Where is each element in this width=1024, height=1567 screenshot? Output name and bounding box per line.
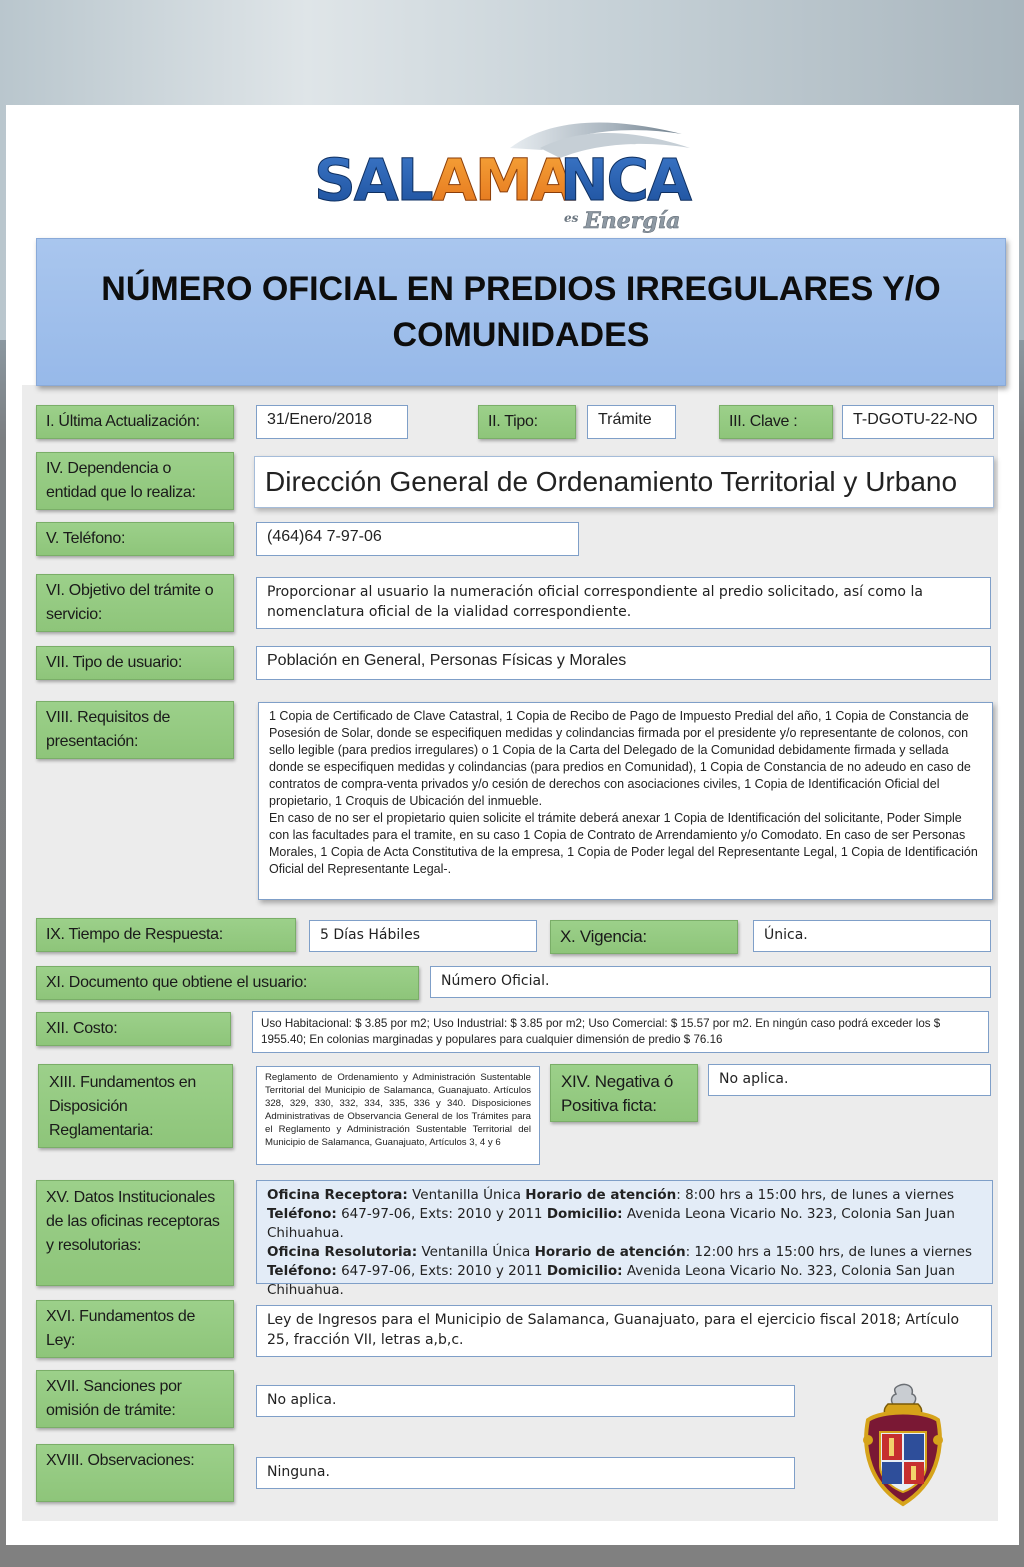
horario2-value: : 12:00 hrs a 15:00 hrs, de lunes a viernes [685, 1244, 973, 1260]
value-sanciones: No aplica. [256, 1385, 795, 1417]
horario2-key: Horario de atención [534, 1244, 686, 1260]
horario1-key: Horario de atención [525, 1187, 677, 1203]
value-fundamentos-ley: Ley de Ingresos para el Municipio de Salamanca, Guanajuato, para el ejercicio fiscal 2018; Artículo 25, fracción VII, letras a,b,c. [256, 1305, 992, 1357]
value-fundamentos-reglamentaria: Reglamento de Ordenamiento y Administración Sustentable Territorial del Municipio de Salamanca, Guanajuato. Artículos 328, 329, 330, 332, 334, 335, 336 y 340. Disposiciones Administrativas de Observancia General de los Trámites para el Reglamento y Administración Sustentable Territorial del Municipio de Salamanca, Guanajuato, Artículos 3, 4 y 6 [256, 1066, 540, 1165]
label-tipo-usuario: VII. Tipo de usuario: [36, 646, 234, 680]
page-title: NÚMERO OFICIAL EN PREDIOS IRREGULARES Y/O COMUNIDADES [101, 270, 941, 354]
domicilio2-value: Avenida Leona Vicario No. 323, Colonia San Juan Chihuahua. [267, 1263, 955, 1298]
value-ultima-actualizacion: 31/Enero/2018 [256, 405, 408, 439]
label-ultima-actualizacion: I. Última Actualización: [36, 405, 234, 439]
label-documento: XI. Documento que obtiene el usuario: [36, 966, 419, 1000]
label-sanciones: XVII. Sanciones por omisión de trámite: [36, 1370, 234, 1428]
value-dependencia: Dirección General de Ordenamiento Territorial y Urbano [254, 456, 994, 508]
requisitos-paragraph-2: En caso de no ser el propietario quien solicite el trámite deberá anexar 1 Copia de Identificación del solicitante, Poder Simple con las facultades para el tramite, en su caso 1 Copia de Contrato de Arrendamiento y/o Comodato. En caso de ser Personas Morales, 1 Copia de Acta Constitutiva de la empresa, 1 Copia de Poder legal del Representante Legal, 1 Copia de Identificación Oficial del Representante Legal-. [269, 811, 978, 876]
value-tipo-usuario: Población en General, Personas Físicas y Morales [256, 646, 991, 680]
value-telefono: (464)64 7-97-06 [256, 522, 579, 556]
value-observaciones: Ninguna. [256, 1457, 795, 1489]
value-costo: Uso Habitacional: $ 3.85 por m2; Uso Industrial: $ 3.85 por m2; Uso Comercial: $ 15.57 por m2. En ningún caso podrá exceder los $ 1955.40; En colonias marginadas y populares para cualquier dimensión de predio $ 76.16 [252, 1011, 989, 1053]
svg-text:Energía: Energía [584, 208, 681, 234]
label-tipo: II. Tipo: [478, 405, 576, 439]
value-requisitos [258, 702, 993, 900]
label-negativa: XIV. Negativa ó Positiva ficta: [550, 1064, 698, 1122]
title-banner [36, 238, 1006, 386]
label-costo: XII. Costo: [36, 1012, 231, 1046]
domicilio2-key: Domicilio: [546, 1263, 623, 1279]
label-tiempo-respuesta: IX. Tiempo de Respuesta: [36, 918, 296, 952]
receptora-key: Oficina Receptora: [267, 1187, 408, 1203]
telefono1-key: Teléfono: [267, 1206, 337, 1222]
coat-of-arms-icon [858, 1380, 948, 1510]
svg-text:es: es [564, 211, 579, 225]
horario1-value: : 8:00 hrs a 15:00 hrs, de lunes a viernes [676, 1187, 955, 1203]
value-tiempo-respuesta: 5 Días Hábiles [309, 920, 537, 952]
label-datos-institucionales: XV. Datos Institucionales de las oficinas receptoras y resolutorias: [36, 1180, 234, 1286]
value-objetivo: Proporcionar al usuario la numeración oficial correspondiente al predio solicitado, así como la nomenclatura oficial de la vialidad correspondiente. [256, 577, 991, 629]
salamanca-logo [310, 118, 710, 238]
telefono1-value: 647-97-06, Exts: 2010 y 2011 [336, 1206, 547, 1222]
label-vigencia: X. Vigencia: [550, 920, 738, 954]
label-fundamentos-ley: XVI. Fundamentos de Ley: [36, 1300, 234, 1358]
value-tipo: Trámite [587, 405, 676, 439]
receptora-value: Ventanilla Única [407, 1187, 526, 1203]
resolutoria-key: Oficina Resolutoria: [267, 1244, 418, 1260]
svg-text:NCA: NCA [560, 146, 690, 214]
domicilio1-value: Avenida Leona Vicario No. 323, Colonia San Juan Chihuahua. [267, 1206, 955, 1241]
value-negativa: No aplica. [708, 1064, 991, 1096]
domicilio1-key: Domicilio: [546, 1206, 623, 1222]
requisitos-paragraph-1: 1 Copia de Certificado de Clave Catastral, 1 Copia de Recibo de Pago de Impuesto Predial del año, 1 Copia de Constancia de Posesión de Solar, donde se especifiquen medidas y colindancias firmada por el presidente y/o representante de colonos, con sello legible (para predios irregulares) o 1 Copia de la Carta del Delegado de la Comunidad debidamente firmada y sellada donde se especifiquen medidas y colindancias (para predios en Comunidad), 1 Copia de Constancia de no adeudo en caso de contratos de compra-venta privados y/o cesión de derechos con asociaciones civiles, 1 Copia de Identificación Oficial del propietario, 1 Croquis de Ubicación del inmueble. [269, 709, 971, 808]
value-datos-institucionales [256, 1180, 993, 1298]
telefono2-key: Teléfono: [267, 1263, 337, 1279]
value-vigencia: Única. [753, 920, 991, 952]
label-objetivo: VI. Objetivo del trámite o servicio: [36, 574, 234, 632]
label-requisitos: VIII. Requisitos de presentación: [36, 701, 234, 759]
value-documento: Número Oficial. [430, 966, 991, 998]
resolutoria-value: Ventanilla Única [417, 1244, 535, 1260]
label-dependencia: IV. Dependencia o entidad que lo realiza: [36, 452, 234, 510]
label-telefono: V. Teléfono: [36, 522, 234, 556]
svg-text:SAL: SAL [314, 146, 432, 214]
label-observaciones: XVIII. Observaciones: [36, 1444, 234, 1502]
label-fundamentos-reglamentaria: XIII. Fundamentos en Disposición Reglamentaria: [38, 1064, 233, 1148]
svg-text:AMA: AMA [432, 146, 574, 214]
value-clave: T-DGOTU-22-NO [842, 405, 994, 439]
label-clave: III. Clave : [719, 405, 833, 439]
telefono2-value: 647-97-06, Exts: 2010 y 2011 [336, 1263, 547, 1279]
